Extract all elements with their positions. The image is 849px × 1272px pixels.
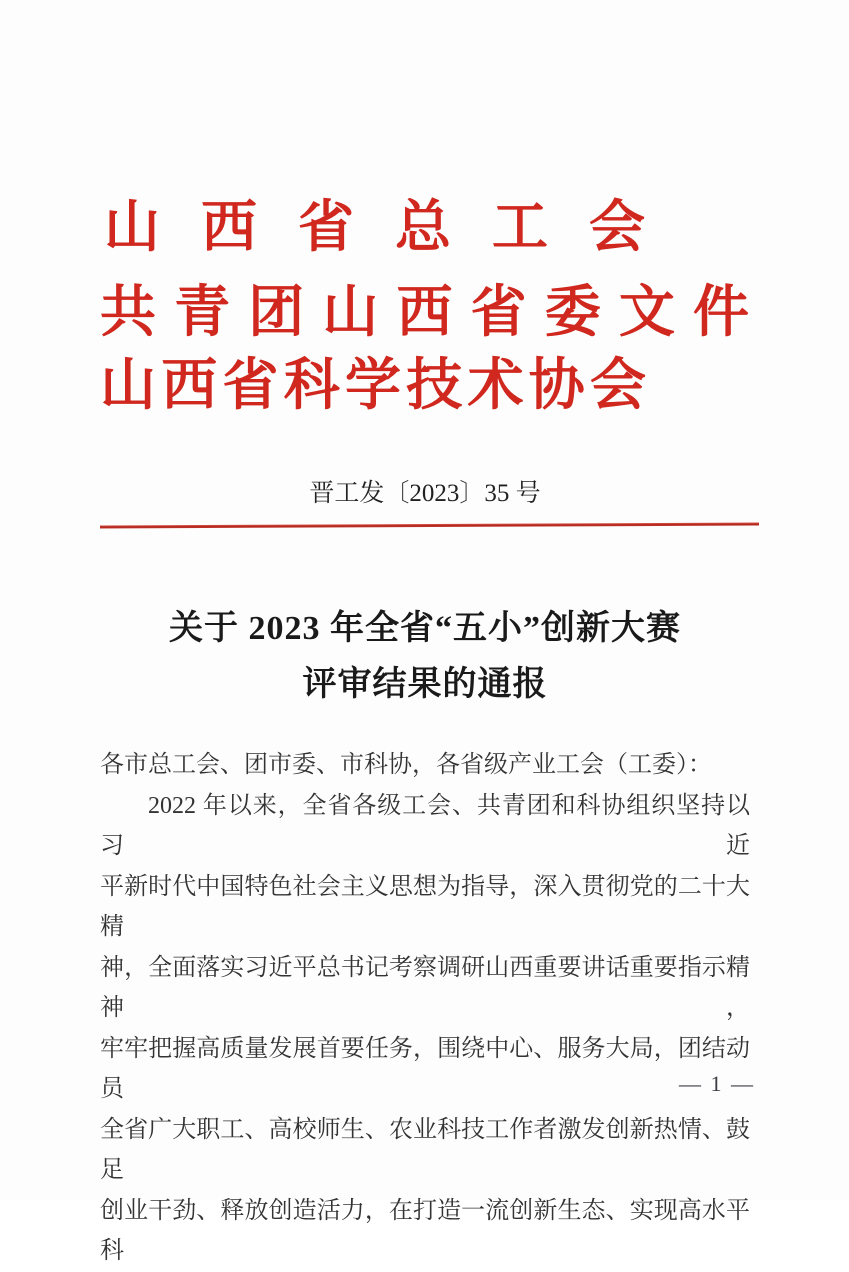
- body-line: 全省广大职工、高校师生、农业科技工作者激发创新热情、鼓足: [100, 1116, 750, 1183]
- page-number: — 1 —: [679, 1071, 755, 1096]
- document-title-line-2: 评审结果的通报: [302, 666, 548, 703]
- body-line: 创业干劲、释放创造活力，在打造一流创新生态、实现高水平科: [100, 1197, 750, 1264]
- letterhead-org-line-2: 共 青 团 山 西 省 委 文 件: [100, 282, 749, 344]
- document-title-line-1: 关于 2023 年全省“五小”创新大赛: [169, 610, 681, 647]
- body-line: 平新时代中国特色社会主义思想为指导，深入贯彻党的二十大精: [100, 873, 750, 940]
- letterhead-org-line-3: 山 西 省 科 学 技 术 协 会: [100, 355, 646, 417]
- body-line: 神，全面落实习近平总书记考察调研山西重要讲话重要指示精神，: [100, 954, 750, 1021]
- document-body: [100, 745, 750, 1272]
- salutation-line: 各市总工会、团市委、市科协，各省级产业工会（工委）：: [100, 752, 712, 778]
- body-line: 牢牢把握高质量发展首要任务，围绕中心、服务大局，团结动员: [100, 1035, 750, 1102]
- document-reference-number: 晋工发〔2023〕35 号: [309, 480, 541, 507]
- document-title: [100, 601, 750, 713]
- letterhead-org-line-1: 山 西 省 总 工 会: [104, 197, 645, 259]
- red-divider-rule: [100, 523, 759, 529]
- body-line: 2022 年以来，全省各级工会、共青团和科协组织坚持以习近: [100, 792, 750, 859]
